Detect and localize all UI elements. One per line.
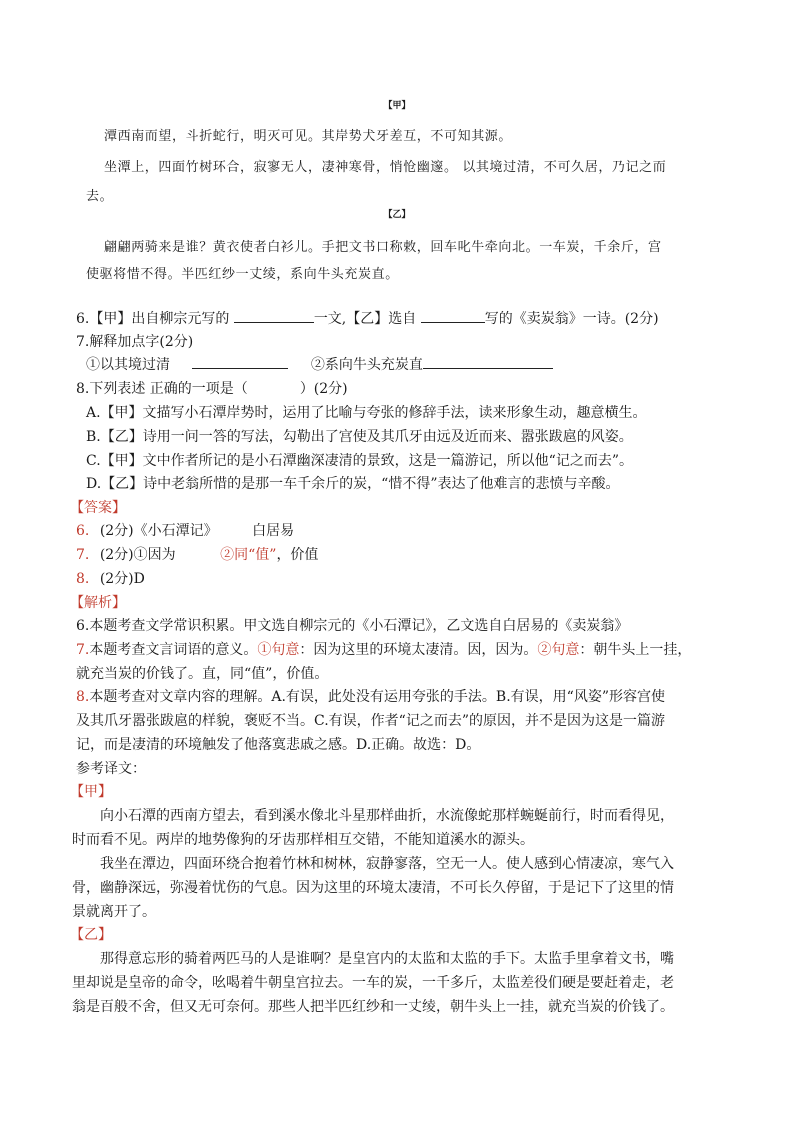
analysis-text: ①句意 bbox=[257, 642, 300, 658]
analysis-number: 8. bbox=[76, 689, 90, 705]
answer-text: (2分)《小石潭记》 bbox=[99, 523, 218, 539]
translation-line: 骨，幽静深远，弥漫着忧伤的气息。因为这里的环境太凄清，不可长久停留，于是记下了这里的情 bbox=[72, 880, 674, 896]
answer-text: ②同“值” bbox=[220, 547, 277, 563]
analysis-line bbox=[76, 639, 691, 659]
analysis-line: 及其爪牙嚣张跋扈的样貌，褒贬不当。C.有误，作者“记之而去”的原因，并不是因为这是一篇游 bbox=[76, 713, 665, 729]
answer-blank bbox=[421, 310, 485, 323]
answer-text: (2分)①因为 bbox=[99, 547, 176, 563]
question-8 bbox=[76, 378, 348, 398]
translation-line: 景就离开了。 bbox=[72, 904, 156, 920]
question-6-part: 一文,【乙】选自 bbox=[313, 311, 417, 327]
answer-number: 7. bbox=[76, 547, 90, 563]
passage-jia-line: 去。 bbox=[86, 189, 114, 204]
passage-jia-line: 坐潭上，四面竹树环合，寂寥无人，凄神寒骨，悄怆幽邃。 以其境过清，不可久居，乃记之而 bbox=[104, 160, 667, 175]
question-7-items bbox=[86, 354, 553, 374]
analysis-text: ：朝牛头上一挂， bbox=[579, 642, 692, 658]
translation-line: 时而看不见。两岸的地势像狗的牙齿那样相互交错，不能知道溪水的源头。 bbox=[72, 832, 534, 848]
translation-title: 参考译文： bbox=[76, 761, 146, 777]
translation-line: 那得意忘形的骑着两匹马的人是谁啊？是皇宫内的太监和太监的手下。太监手里拿着文书，嘴 bbox=[100, 951, 674, 967]
answer-text: (2分)D bbox=[99, 571, 145, 587]
option-d: D.【乙】诗中老翁所惜的是那一车千余斤的炭，“惜不得”表达了他难言的悲愤与辛酸。 bbox=[86, 476, 620, 492]
answer-number: 8. bbox=[76, 571, 90, 587]
answer-number: 6. bbox=[76, 523, 90, 539]
analysis-line: 6.本题考查文学常识积累。甲文选自柳宗元的《小石潭记》，乙文选自白居易的《卖炭翁》 bbox=[76, 618, 629, 634]
answer-blank bbox=[192, 356, 288, 369]
analysis-text: 本题考查文言词语的意义。 bbox=[89, 642, 258, 658]
translation-line: 翁是百般不舍，但又无可奈何。那些人把半匹红纱和一丈绫，朝牛头上一挂，就充当炭的价钱了。 bbox=[72, 999, 674, 1015]
analysis-text: ：因为这里的环境太凄清。因，因为。 bbox=[299, 642, 538, 658]
question-7: 7.解释加点字(2分) bbox=[76, 334, 194, 350]
translation-jia-heading: 【甲】 bbox=[70, 784, 112, 800]
analysis-text: ②句意 bbox=[537, 642, 580, 658]
analysis-heading: 【解析】 bbox=[70, 595, 126, 611]
translation-line: 里却说是皇帝的命令，吆喝着牛朝皇宫拉去。一车的炭，一千多斤，太监差役们硬是要赶着走，老 bbox=[72, 975, 674, 991]
question-6 bbox=[76, 308, 659, 328]
answer-text: 白居易 bbox=[252, 523, 295, 539]
question-7-item: ②系向牛头充炭直 bbox=[310, 357, 423, 373]
answer-blank bbox=[423, 356, 553, 369]
passage-yi-line: 使驱将惜不得。半匹红纱一丈绫，系向牛头充炭直。 bbox=[86, 267, 399, 282]
answer-8 bbox=[76, 568, 145, 588]
passage-yi-line: 翩翩两骑来是谁？黄衣使者白衫儿。手把文书口称敕，回车叱牛牵向北。一车炭，千余斤，宫 bbox=[104, 240, 662, 255]
answer-6 bbox=[76, 520, 294, 540]
analysis-text: 本题考查对文章内容的理解。A.有误，此处没有运用夸张的手法。B.有误，用“风姿”形容宫使 bbox=[89, 689, 665, 705]
translation-yi-heading: 【乙】 bbox=[70, 927, 112, 943]
answer-heading: 【答案】 bbox=[70, 500, 126, 516]
option-c: C.【甲】文中作者所记的是小石潭幽深凄清的景致，这是一篇游记，所以他“记之而去”。 bbox=[86, 453, 633, 469]
passage-jia-line: 潭西南而望，斗折蛇行，明灭可见。其岸势犬牙差互，不可知其源。 bbox=[104, 129, 513, 144]
question-8-part: 8.下列表述 正确的一项是（ bbox=[76, 381, 248, 397]
passage-jia-heading: 【甲】 bbox=[383, 101, 411, 111]
answer-text: ，价值 bbox=[276, 547, 319, 563]
analysis-line bbox=[76, 686, 665, 706]
analysis-line: 记，而是凄清的环境触发了他落寞悲戚之感。D.正确。故选：D。 bbox=[76, 737, 481, 753]
option-a: A.【甲】文描写小石潭岸势时，运用了比喻与夸张的修辞手法，读来形象生动，趣意横生。 bbox=[86, 405, 647, 421]
question-8-part: ）(2分) bbox=[299, 381, 348, 397]
question-6-part: 6.【甲】出自柳宗元写的 bbox=[76, 311, 230, 327]
answer-blank bbox=[234, 310, 314, 323]
translation-line: 我坐在潭边，四面环绕合抱着竹林和树林，寂静寥落，空无一人。使人感到心情凄凉，寒气入 bbox=[100, 856, 674, 872]
passage-yi-heading: 【乙】 bbox=[383, 210, 411, 220]
option-b: B.【乙】诗用一问一答的写法，勾勒出了宫使及其爪牙由远及近而来、嚣张跋扈的风姿。 bbox=[86, 429, 633, 445]
translation-line: 向小石潭的西南方望去，看到溪水像北斗星那样曲折，水流像蛇那样蜿蜒前行，时而看得见， bbox=[100, 808, 674, 824]
question-7-item: ①以其境过清 bbox=[86, 357, 170, 373]
analysis-number: 7. bbox=[76, 642, 90, 658]
analysis-line: 就充当炭的价钱了。直，同“值”，价值。 bbox=[76, 666, 329, 682]
question-6-part: 写的《卖炭翁》一诗。(2分) bbox=[484, 311, 659, 327]
answer-7 bbox=[76, 544, 318, 564]
